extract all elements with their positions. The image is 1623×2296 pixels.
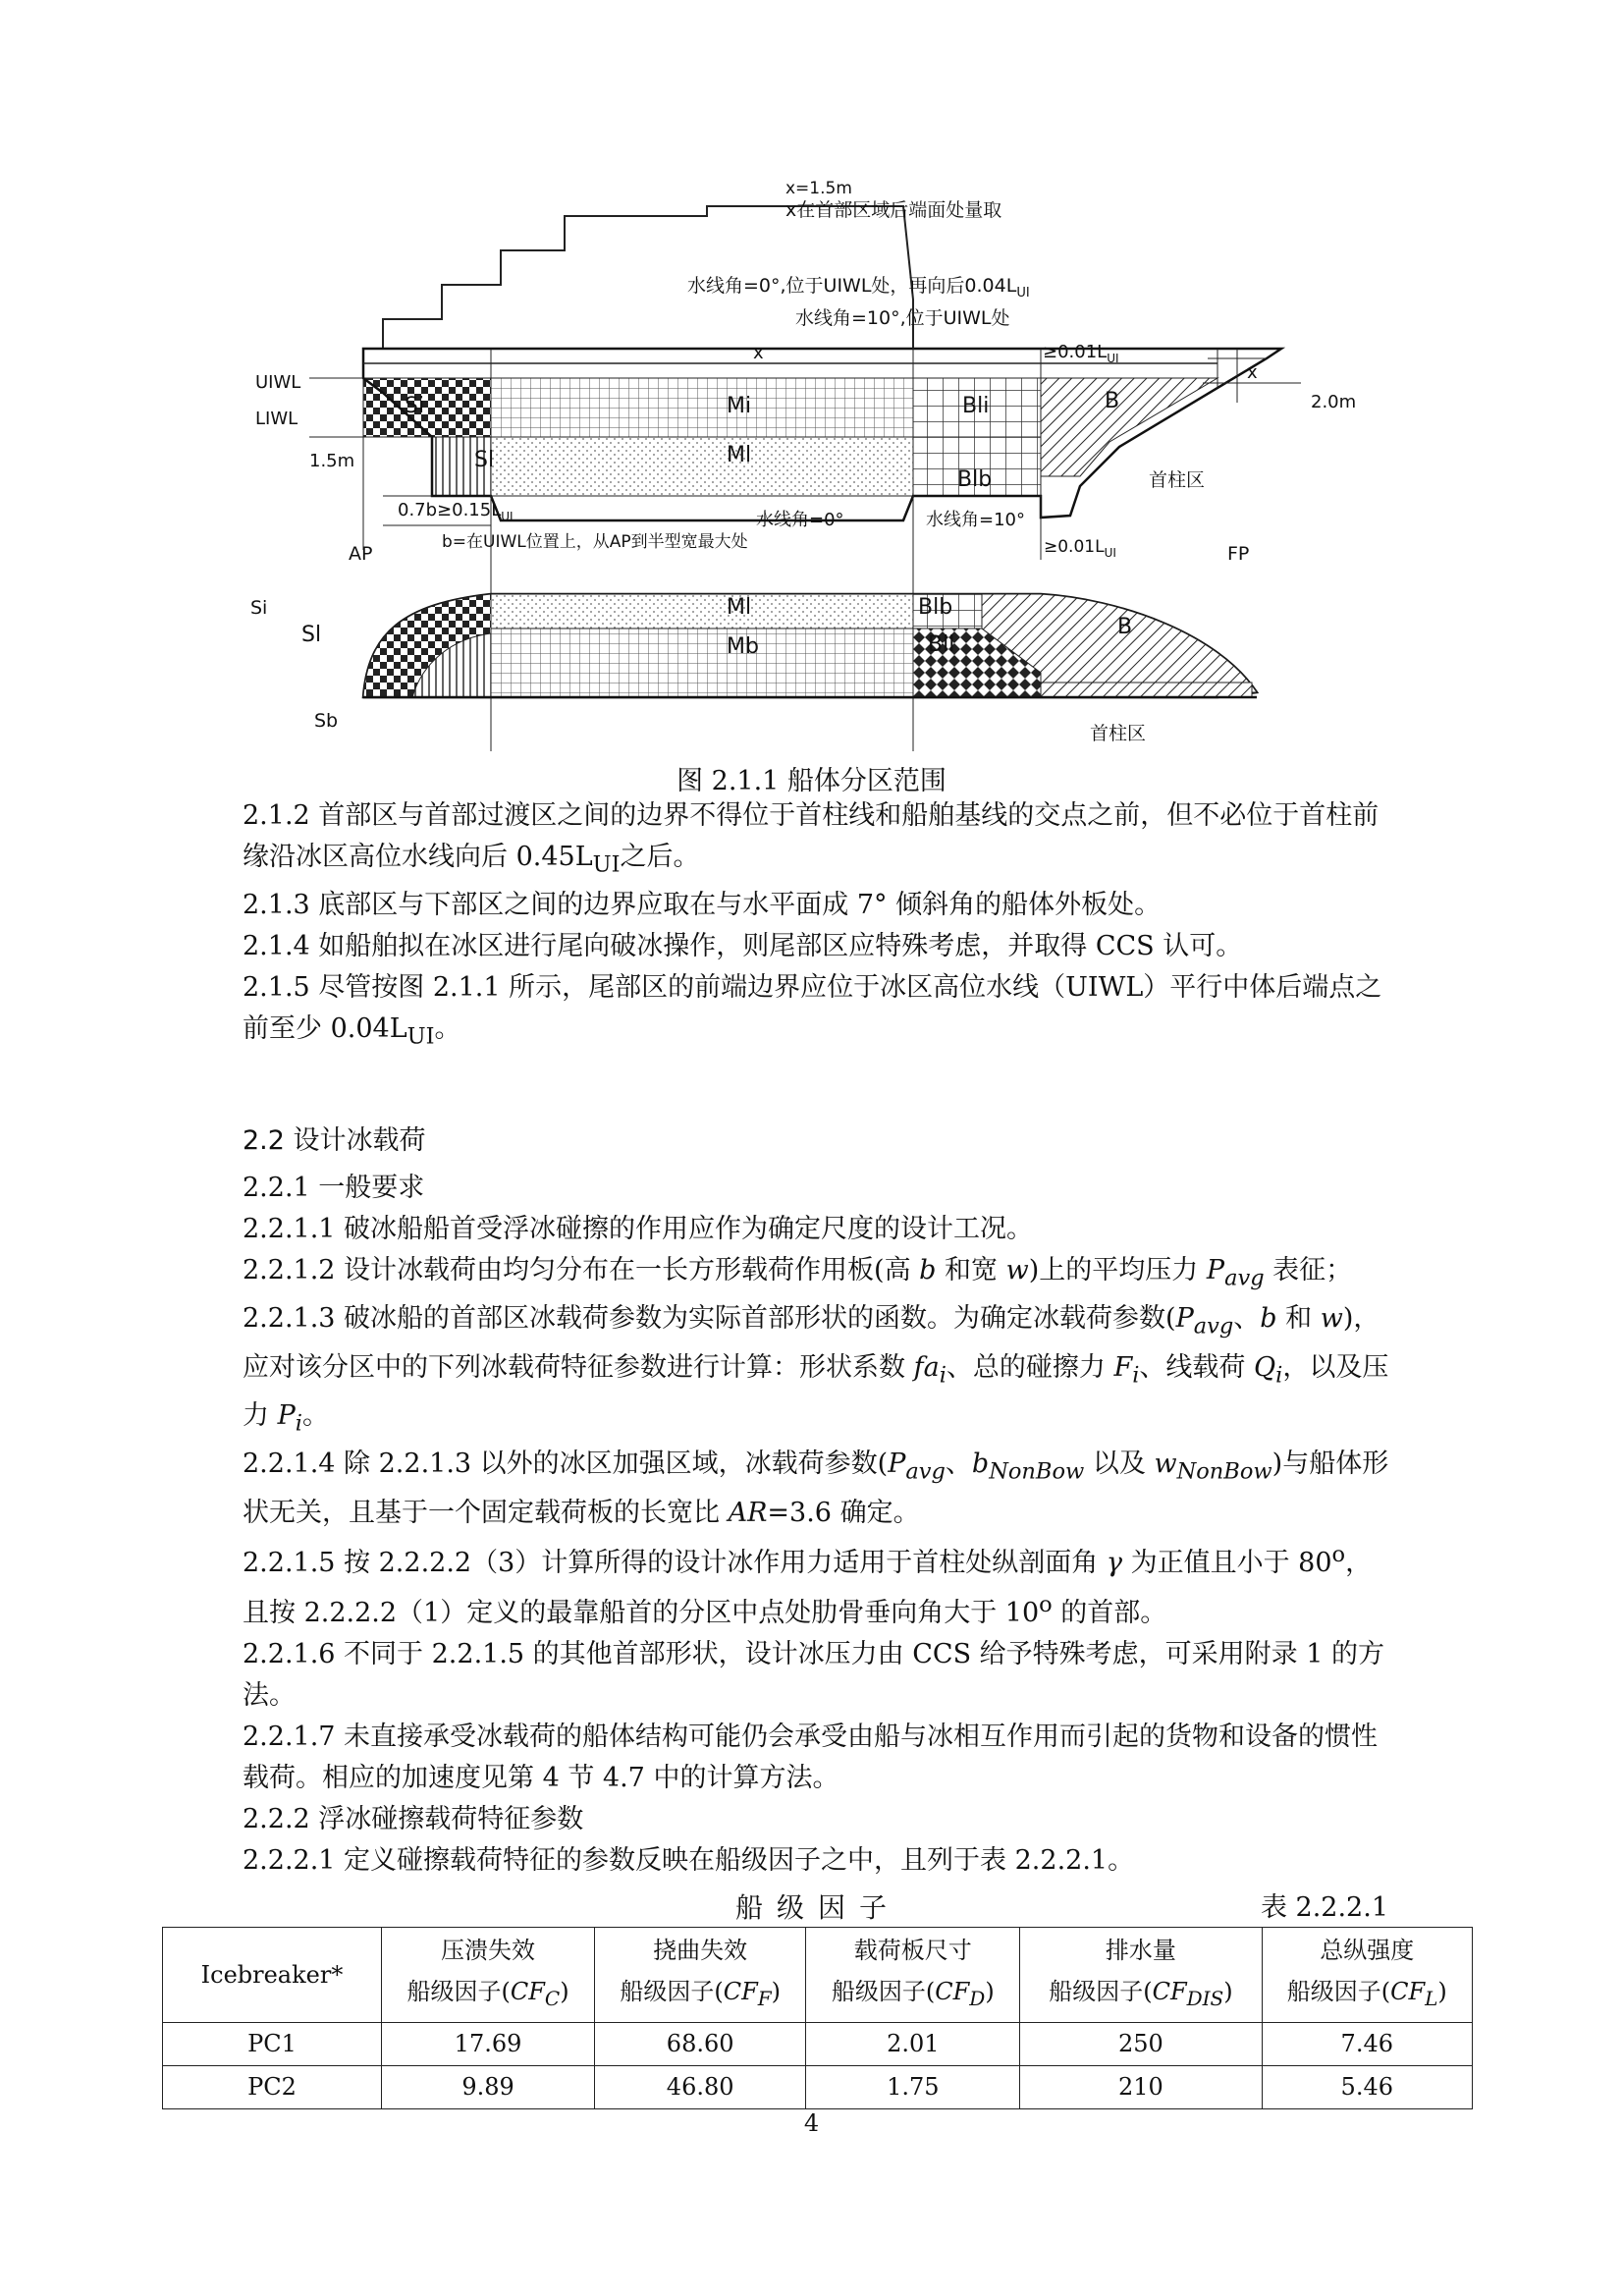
- para-2-2-1-7: 2.2.1.7 未直接承受冰载荷的船体结构可能仍会承受由船与冰相互作用而引起的货物和设备的惯性载荷。相应的加速度见第 4 节 4.7 中的计算方法。: [243, 1721, 1379, 1793]
- table-header: [243, 1884, 1393, 1927]
- cell: 250: [1020, 2022, 1262, 2065]
- cell: 210: [1020, 2065, 1262, 2108]
- label-h20: 2.0m: [1311, 392, 1357, 412]
- label-liwl: LIWL: [255, 409, 298, 429]
- label-wl0-note: 水线角=0°,位于UIWL处，再向后$0.04L_{UI}$: [687, 275, 1030, 301]
- para-2-2-1-4: 2.2.1.4 除 2.2.1.3 以外的冰区加强区域，冰载荷参数($P_{avg}$、$b_{NonBow}$ 以及 $w_{NonBow}$)与船体形状无关，且基于一个固定载荷板的长宽比 AR=3.6 确定。: [243, 1449, 1389, 1528]
- label-ge001b: $\ge 0.01L_{UI}$: [1044, 537, 1116, 560]
- label-x-note: x在首部区域后端面处量取: [785, 199, 1002, 221]
- cell: PC1: [163, 2022, 382, 2065]
- zone-sl: Sl: [474, 448, 495, 472]
- label-x-top: x=1.5m: [785, 179, 852, 198]
- label-x-mark: x: [753, 343, 764, 363]
- para-2-2-2-1: 2.2.2.1 定义碰擦载荷特征的参数反映在船级因子之中，且列于表 2.2.2.1。: [243, 1844, 1135, 1876]
- para-2-2-1-6: 2.2.1.6 不同于 2.2.1.5 的其他首部形状，设计冰压力由 CCS 给予特殊考虑，可采用附录 1 的方法。: [243, 1638, 1384, 1711]
- page-number: 4: [803, 2109, 820, 2137]
- zone-mi: Mi: [727, 394, 752, 418]
- cell: 1.75: [806, 2065, 1020, 2108]
- col-load-patch: 载荷板尺寸 船级因子$(CF_D)$: [806, 1927, 1020, 2022]
- label-b-def: b=在UIWL位置上，从AP到半型宽最大处: [442, 532, 748, 552]
- zone-sl-plan: Sl: [301, 623, 322, 647]
- hull-zone-diagram: [236, 179, 1357, 746]
- class-factor-table: [162, 1927, 1473, 2109]
- col-icebreaker: Icebreaker*: [163, 1927, 382, 2022]
- cell: 2.01: [806, 2022, 1020, 2065]
- table-row: [163, 2022, 1473, 2065]
- para-2-2-2: 2.2.2 浮冰碰擦载荷特征参数: [243, 1803, 584, 1834]
- label-fp: FP: [1227, 543, 1250, 565]
- label-uiwl: UIWL: [255, 372, 301, 393]
- zone-sb-plan: Sb: [314, 710, 339, 732]
- cell: PC2: [163, 2065, 382, 2108]
- para-2-2-1-2: 2.2.1.2 设计冰载荷由均匀分布在一长方形载荷作用板(高 b 和宽 w)上的平均压力 $P_{avg}$ 表征；: [243, 1254, 1353, 1291]
- para-2-1-4: 2.1.4 如船舶拟在冰区进行尾向破冰操作，则尾部区应特殊考虑，并取得 CCS 认可。: [243, 931, 1243, 962]
- para-2-2-1-3: 2.2.1.3 破冰船的首部区冰载荷参数为实际首部形状的函数。为确定冰载荷参数($P_{avg}$、b 和 w)，应对该分区中的下列冰载荷特征参数进行计算：形状系数 $fa_i$、总的碰擦力 $F_i$、线载荷 $Q_i$，以及压力 $P_i$。: [243, 1303, 1389, 1437]
- zone-si-plan: Si: [250, 597, 268, 619]
- cell: 17.69: [382, 2022, 595, 2065]
- para-2-1-2: 2.1.2 首部区与首部过渡区之间的边界不得位于首柱线和船舶基线的交点之前，但不必位于首柱前缘沿冰区高位水线向后 $0.45L_{UI}$之后。: [243, 800, 1380, 878]
- zone-si: Si: [405, 394, 425, 418]
- label-wl-angle0: 水线角=0°: [756, 510, 844, 530]
- cell: 46.80: [595, 2065, 806, 2108]
- cell: 5.46: [1262, 2065, 1472, 2108]
- para-2-1-5: 2.1.5 尽管按图 2.1.1 所示，尾部区的前端边界应位于冰区高位水线（UIWL）平行中体后端点之前至少 $0.04L_{UI}$。: [243, 972, 1382, 1050]
- cell: 68.60: [595, 2022, 806, 2065]
- label-wl-angle10: 水线角=10°: [926, 510, 1025, 530]
- zone-bll-plan: Bll: [928, 632, 955, 657]
- label-ap: AP: [349, 543, 373, 565]
- table-row: [163, 2065, 1473, 2108]
- zone-bli: Bli: [962, 394, 990, 418]
- zone-blb: Blb: [957, 467, 993, 492]
- zone-ml-plan: Ml: [727, 595, 752, 620]
- col-displacement: 排水量 船级因子$(CF_{DIS})$: [1020, 1927, 1262, 2022]
- zone-ml: Ml: [727, 443, 752, 467]
- document-body: [200, 795, 1447, 2109]
- zone-mb-plan: Mb: [727, 634, 759, 659]
- zone-b-plan: B: [1117, 615, 1133, 639]
- table-title: 船级因子: [734, 1890, 900, 1924]
- label-ge001: $\ge 0.01L_{UI}$: [1043, 342, 1119, 365]
- para-2-2-1-5: 2.2.1.5 按 2.2.2.2（3）计算所得的设计冰作用力适用于首柱处纵剖面角 γ 为正值且小于 80$^o$，且按 2.2.2.2（1）定义的最靠船首的分区中点处肋骨垂向角大于 10$^o$ 的首部。: [243, 1541, 1373, 1628]
- label-b07: $0.7b\ge 0.15L_{UI}$: [398, 500, 514, 523]
- para-2-1-3: 2.1.3 底部区与下部区之间的边界应取在与水平面成 7° 倾斜角的船体外板处。: [243, 890, 1162, 921]
- figure-caption: 图 2.1.1 船体分区范围: [676, 766, 947, 796]
- table-header-row: [163, 1927, 1473, 2022]
- label-x-right: x: [1247, 362, 1258, 383]
- zone-b: B: [1105, 389, 1120, 413]
- col-flexural: 挠曲失效 船级因子$(CF_F)$: [595, 1927, 806, 2022]
- label-stem-plan: 首柱区: [1090, 723, 1147, 744]
- section-heading-2-2: 2.2 设计冰载荷: [243, 1124, 426, 1156]
- cell: 7.46: [1262, 2022, 1472, 2065]
- cell: 9.89: [382, 2065, 595, 2108]
- table-number: 表 2.2.2.1: [1260, 1891, 1388, 1923]
- para-2-2-1: 2.2.1 一般要求: [243, 1172, 425, 1203]
- zone-blb-plan: Blb: [918, 595, 953, 620]
- col-longitudinal: 总纵强度 船级因子$(CF_L)$: [1262, 1927, 1472, 2022]
- para-2-2-1-1: 2.2.1.1 破冰船船首受浮冰碰擦的作用应作为确定尺度的设计工况。: [243, 1213, 1034, 1244]
- label-h15: 1.5m: [309, 451, 355, 471]
- label-wl10-note: 水线角=10°,位于UIWL处: [795, 307, 1010, 329]
- label-stem: 首柱区: [1149, 469, 1206, 491]
- col-crushing: 压溃失效 船级因子$(CF_C)$: [382, 1927, 595, 2022]
